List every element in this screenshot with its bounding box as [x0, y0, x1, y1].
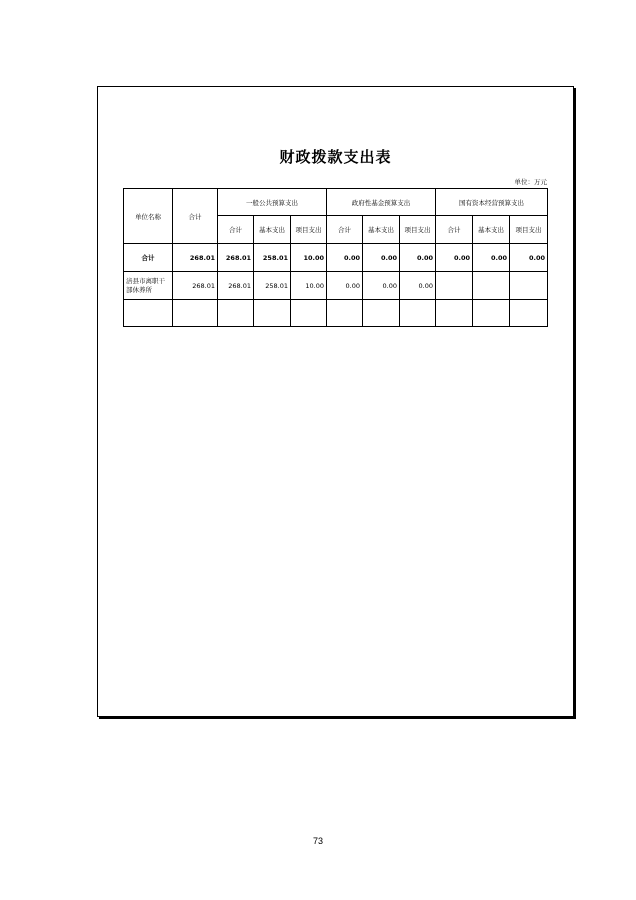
- header-general-budget: 一般公共预算支出: [218, 189, 327, 216]
- header-unit-name: 单位名称: [124, 189, 173, 244]
- header-sub-total: 合计: [327, 216, 363, 244]
- header-sub-project: 项目支出: [510, 216, 548, 244]
- header-sub-total: 合计: [218, 216, 254, 244]
- header-sub-project: 项目支出: [400, 216, 436, 244]
- cell-capital-project: 0.00: [510, 244, 548, 272]
- header-total: 合计: [173, 189, 218, 244]
- cell-capital-total: [436, 272, 473, 300]
- header-state-capital-budget: 国有资本经营预算支出: [436, 189, 548, 216]
- cell-fund-project: 0.00: [400, 272, 436, 300]
- cell-general-total: 268.01: [218, 272, 254, 300]
- header-gov-fund-budget: 政府性基金预算支出: [327, 189, 436, 216]
- header-sub-project: 项目支出: [291, 216, 327, 244]
- cell-total: 268.01: [173, 272, 218, 300]
- cell-general-total: 268.01: [218, 244, 254, 272]
- cell-total: 268.01: [173, 244, 218, 272]
- cell-fund-basic: 0.00: [363, 272, 400, 300]
- report-sheet: [97, 86, 574, 717]
- cell-fund-total: 0.00: [327, 272, 363, 300]
- table-row: [124, 272, 548, 300]
- table-row-total: [124, 244, 548, 272]
- page-title: 财政拨款支出表: [279, 148, 392, 166]
- row-name: 涪县市离职干部休养所: [124, 272, 173, 300]
- cell-capital-basic: 0.00: [473, 244, 510, 272]
- cell-general-project: 10.00: [291, 272, 327, 300]
- header-sub-basic: 基本支出: [363, 216, 400, 244]
- header-sub-total: 合计: [436, 216, 473, 244]
- cell-general-basic: 258.01: [254, 244, 291, 272]
- unit-label: 单位：万元: [514, 178, 547, 186]
- cell-capital-project: [510, 272, 548, 300]
- cell-general-project: 10.00: [291, 244, 327, 272]
- header-sub-basic: 基本支出: [473, 216, 510, 244]
- cell-general-basic: 258.01: [254, 272, 291, 300]
- empty-row: [124, 300, 548, 327]
- cell-fund-project: 0.00: [400, 244, 436, 272]
- cell-fund-basic: 0.00: [363, 244, 400, 272]
- cell-fund-total: 0.00: [327, 244, 363, 272]
- expenditure-table: [123, 188, 548, 327]
- cell-capital-total: 0.00: [436, 244, 473, 272]
- cell-capital-basic: [473, 272, 510, 300]
- header-sub-basic: 基本支出: [254, 216, 291, 244]
- row-name: 合计: [124, 244, 173, 272]
- header-row-1: [124, 189, 548, 216]
- page-number: 73: [312, 836, 323, 846]
